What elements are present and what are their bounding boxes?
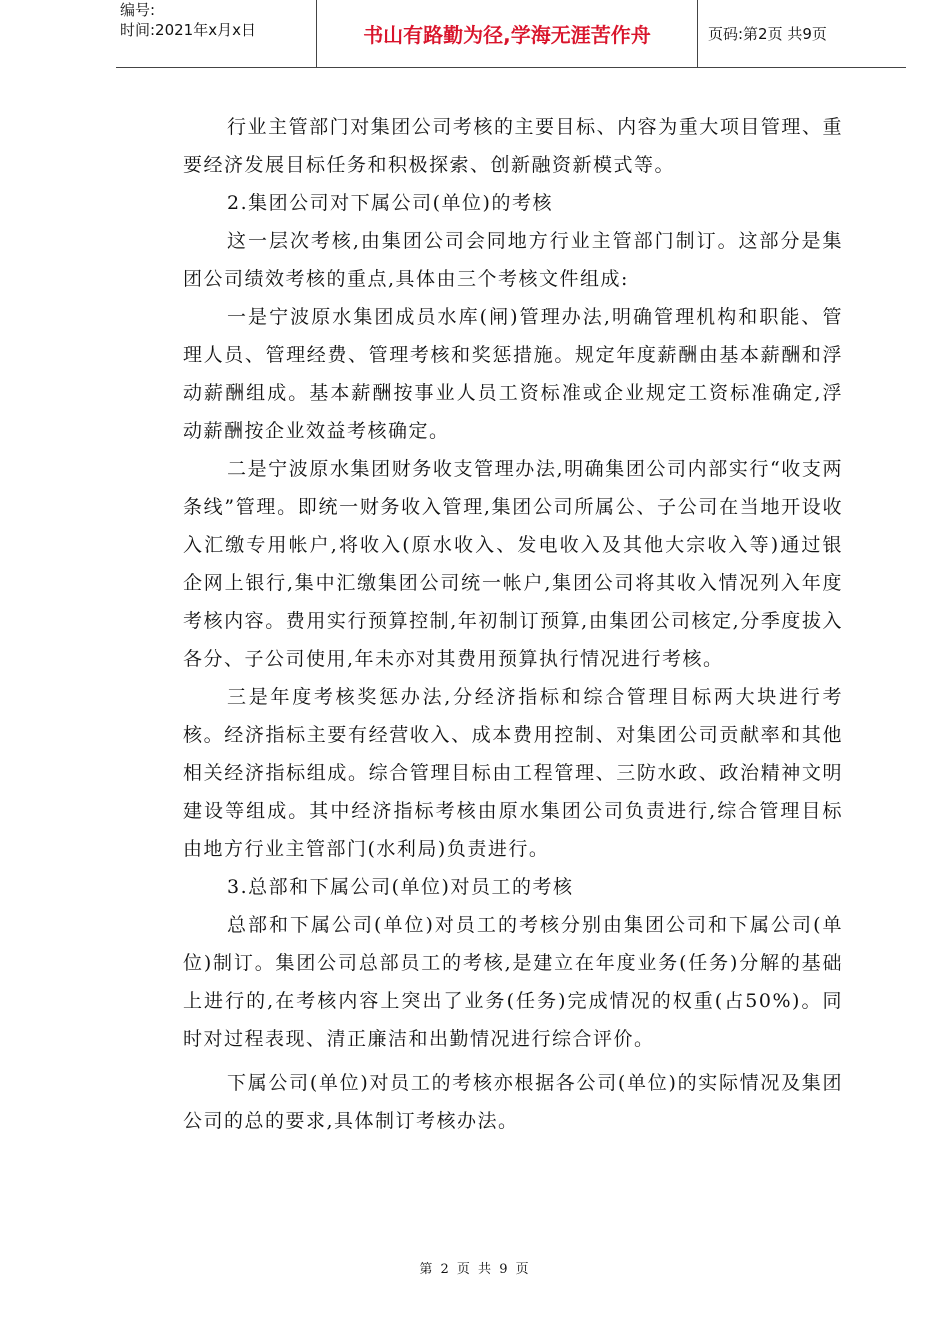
paragraph-level-assessment: 这一层次考核,由集团公司会同地方行业主管部门制订。这部分是集团公司绩效考核的重点,具体由三个考核文件组成: (183, 230, 843, 290)
page-footer: 第 2 页 共 9 页 (419, 1262, 531, 1277)
paragraph-item-three: 三是年度考核奖惩办法,分经济指标和综合管理目标两大块进行考核。经济指标主要有经营收入、成本费用控制、对集团公司贡献率和其他相关经济指标组成。综合管理目标由工程管理、三防水政、政治精神文明建设等组成。其中经济指标考核由原水集团公司负责进行,综合管理目标由地方行业主管部门(水利局)负责进行。 (183, 686, 843, 860)
document-number-label: 编号: (120, 1, 156, 19)
paragraph-staff-assessment: 总部和下属公司(单位)对员工的考核分别由集团公司和下属公司(单位)制订。集团公司总部员工的考核,是建立在年度业务(任务)分解的基础上进行的,在考核内容上突出了业务(任务)完成情况的权重(占50%)。同时对过程表现、清正廉洁和出勤情况进行综合评价。 (183, 914, 843, 1050)
paragraph-intro: 行业主管部门对集团公司考核的主要目标、内容为重大项目管理、重要经济发展目标任务和积极探索、创新融资新模式等。 (183, 116, 843, 176)
paragraph-item-two: 二是宁波原水集团财务收支管理办法,明确集团公司内部实行“收支两条线”管理。即统一财务收入管理,集团公司所属公、子公司在当地开设收入汇缴专用帐户,将收入(原水收入、发电收入及其他大宗收入等)通过银企网上银行,集中汇缴集团公司统一帐户,集团公司将其收入情况列入年度考核内容。费用实行预算控制,年初制订预算,由集团公司核定,分季度拔入各分、子公司使用,年未亦对其费用预算执行情况进行考核。 (183, 458, 843, 670)
section-heading-2: 2.集团公司对下属公司(单位)的考核 (227, 192, 553, 214)
page-header (116, 0, 906, 68)
paragraph-item-one: 一是宁波原水集团成员水库(闸)管理办法,明确管理机构和职能、管理人员、管理经费、管理考核和奖惩措施。规定年度薪酬由基本薪酬和浮动薪酬组成。基本薪酬按事业人员工资标准或企业规定工资标准确定,浮动薪酬按企业效益考核确定。 (183, 306, 843, 442)
document-body (183, 108, 843, 1140)
section-heading-3: 3.总部和下属公司(单位)对员工的考核 (227, 876, 574, 898)
header-page-info: 页码:第2页 共9页 (708, 25, 827, 43)
document-date-label: 时间:2021年x月x日 (120, 21, 256, 39)
header-meta (116, 0, 317, 67)
header-motto: 书山有路勤为径,学海无涯苦作舟 (317, 0, 698, 67)
paragraph-subsidiary-staff: 下属公司(单位)对员工的考核亦根据各公司(单位)的实际情况及集团公司的总的要求,具体制订考核办法。 (183, 1072, 843, 1132)
